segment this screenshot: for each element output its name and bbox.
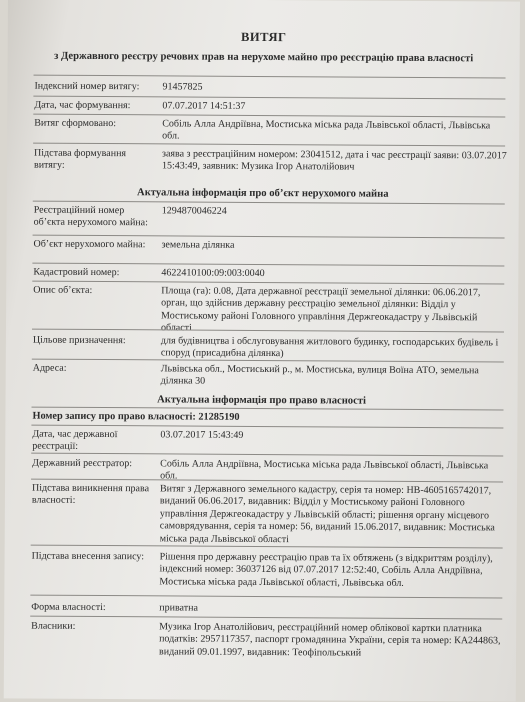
row-value: Рішення про державну реєстрацію прав та їх обтяжень (з відкриттям розділу), індексний номер: 36037126 від 07.07.2017 12:52:40, Собіль Алла Андріївна, Мостиська міська рада Львівської області, Львівська обл. xyxy=(159,551,493,589)
record-number: Номер запису про право власності: 21285190 xyxy=(32,410,240,423)
row-value: Собіль Алла Андріївна, Мостиська міська рада Львівської області, Львівська обл. xyxy=(162,118,491,142)
row-value: 91457825 xyxy=(162,81,203,93)
info-row xyxy=(31,601,504,614)
info-row xyxy=(34,117,507,142)
info-row xyxy=(32,428,505,453)
row-label: Цільове призначення: xyxy=(32,334,126,347)
row-label: Дата, час формування: xyxy=(34,99,131,112)
divider xyxy=(32,263,504,267)
row-value: Витяг з Державного земельного кадастру, серія та номер: НВ-4605165742017, виданий 06.06.2017, видавник: Відділ у Мостиському районі Головного управління Держгеокадастру у Львівській області; рішення органу місцевого самоврядування, серія та номер: 56, виданий 15.06.2017, видавник: Мостиська міська рада Львівської області xyxy=(159,483,495,545)
info-row xyxy=(34,99,507,112)
divider xyxy=(33,235,505,239)
row-label: Дата, час державної реєстрації: xyxy=(32,428,118,453)
info-row xyxy=(34,80,508,93)
row-value: 03.07.2017 15:43:49 xyxy=(160,429,244,441)
info-row xyxy=(33,266,506,280)
info-row xyxy=(33,204,507,229)
object-section-title: Актуальна інформація про об’єкт нерухомого майна xyxy=(137,187,389,200)
row-label: Підстава внесення запису: xyxy=(31,550,145,563)
info-row xyxy=(32,457,505,482)
divider xyxy=(33,201,505,205)
row-value: Музика Ігор Анатолійович, реєстраційний номер облікової картки платника податків: 2957117357, паспорт громадянина України, серія та номер: КА244863, виданий 09.01.1997, видавник: Теофіпольський xyxy=(158,621,501,659)
row-value: заява з реєстраційним номером: 23041512, дата і час реєстрації заяви: 03.07.2017 15:43:49, заявник: Музика Ігор Анатолійович xyxy=(161,148,507,173)
row-label: Опис об’єкта: xyxy=(33,284,93,296)
row-label: Кадастровий номер: xyxy=(33,266,120,279)
row-label: Власники: xyxy=(31,620,76,632)
row-value: Львівська обл., Мостиський р., м. Мостиська, вулиця Воїна АТО, земельна ділянка 30 xyxy=(160,363,479,388)
document-subtitle: з Державного реєстру речових прав на нерухоме майно про реєстрацію права власності xyxy=(54,50,474,65)
row-label: Реєстраційний номер об’єкта нерухомого майна: xyxy=(33,204,148,229)
document-page xyxy=(4,0,520,702)
row-label: Державний реєстратор: xyxy=(32,457,133,470)
row-value: приватна xyxy=(159,602,198,614)
row-label: Підстава формування витягу: xyxy=(33,147,127,172)
row-value: земельна ділянка xyxy=(161,239,235,251)
divider xyxy=(30,595,502,599)
row-label: Витяг сформовано: xyxy=(34,117,117,130)
row-value: Площа (га): 0.08, Дата державної реєстрації земельної ділянки: 06.06.2017, орган, що здійснив державну реєстрацію земельної ділянки: Відділ у Мостиському районі Головного управління Держгеокадастру у Львівській області xyxy=(160,285,481,334)
row-label: Індексний номер витягу: xyxy=(34,80,140,93)
right-section-title: Актуальна інформація про право власності xyxy=(157,394,367,407)
divider xyxy=(31,453,503,457)
info-row xyxy=(31,550,505,589)
info-row xyxy=(32,362,506,388)
row-label: Підстава виникнення права власності: xyxy=(31,482,150,507)
row-value: 4622410100:09:003:0040 xyxy=(161,267,265,280)
divider xyxy=(32,407,504,411)
divider xyxy=(34,75,506,79)
document-title: ВИТЯГ xyxy=(241,29,287,45)
row-label: Адреса: xyxy=(32,362,67,374)
info-row xyxy=(33,238,507,251)
info-row xyxy=(31,620,504,659)
divider xyxy=(33,96,505,100)
info-row xyxy=(33,147,507,173)
row-value: 1294870046224 xyxy=(161,205,227,217)
row-value: для будівництва і обслуговування житлового будинку, господарських будівель і споруд (присадибна ділянка) xyxy=(160,335,499,360)
row-label: Форма власності: xyxy=(31,601,106,614)
info-row xyxy=(33,284,506,334)
divider xyxy=(31,425,503,429)
row-value: Собіль Алла Андріївна, Мостиська міська рада Львівської області, Львівська обл. xyxy=(160,458,489,482)
row-label: Об’єкт нерухомого майна: xyxy=(33,238,146,251)
row-value: 07.07.2017 14:51:37 xyxy=(162,100,246,112)
